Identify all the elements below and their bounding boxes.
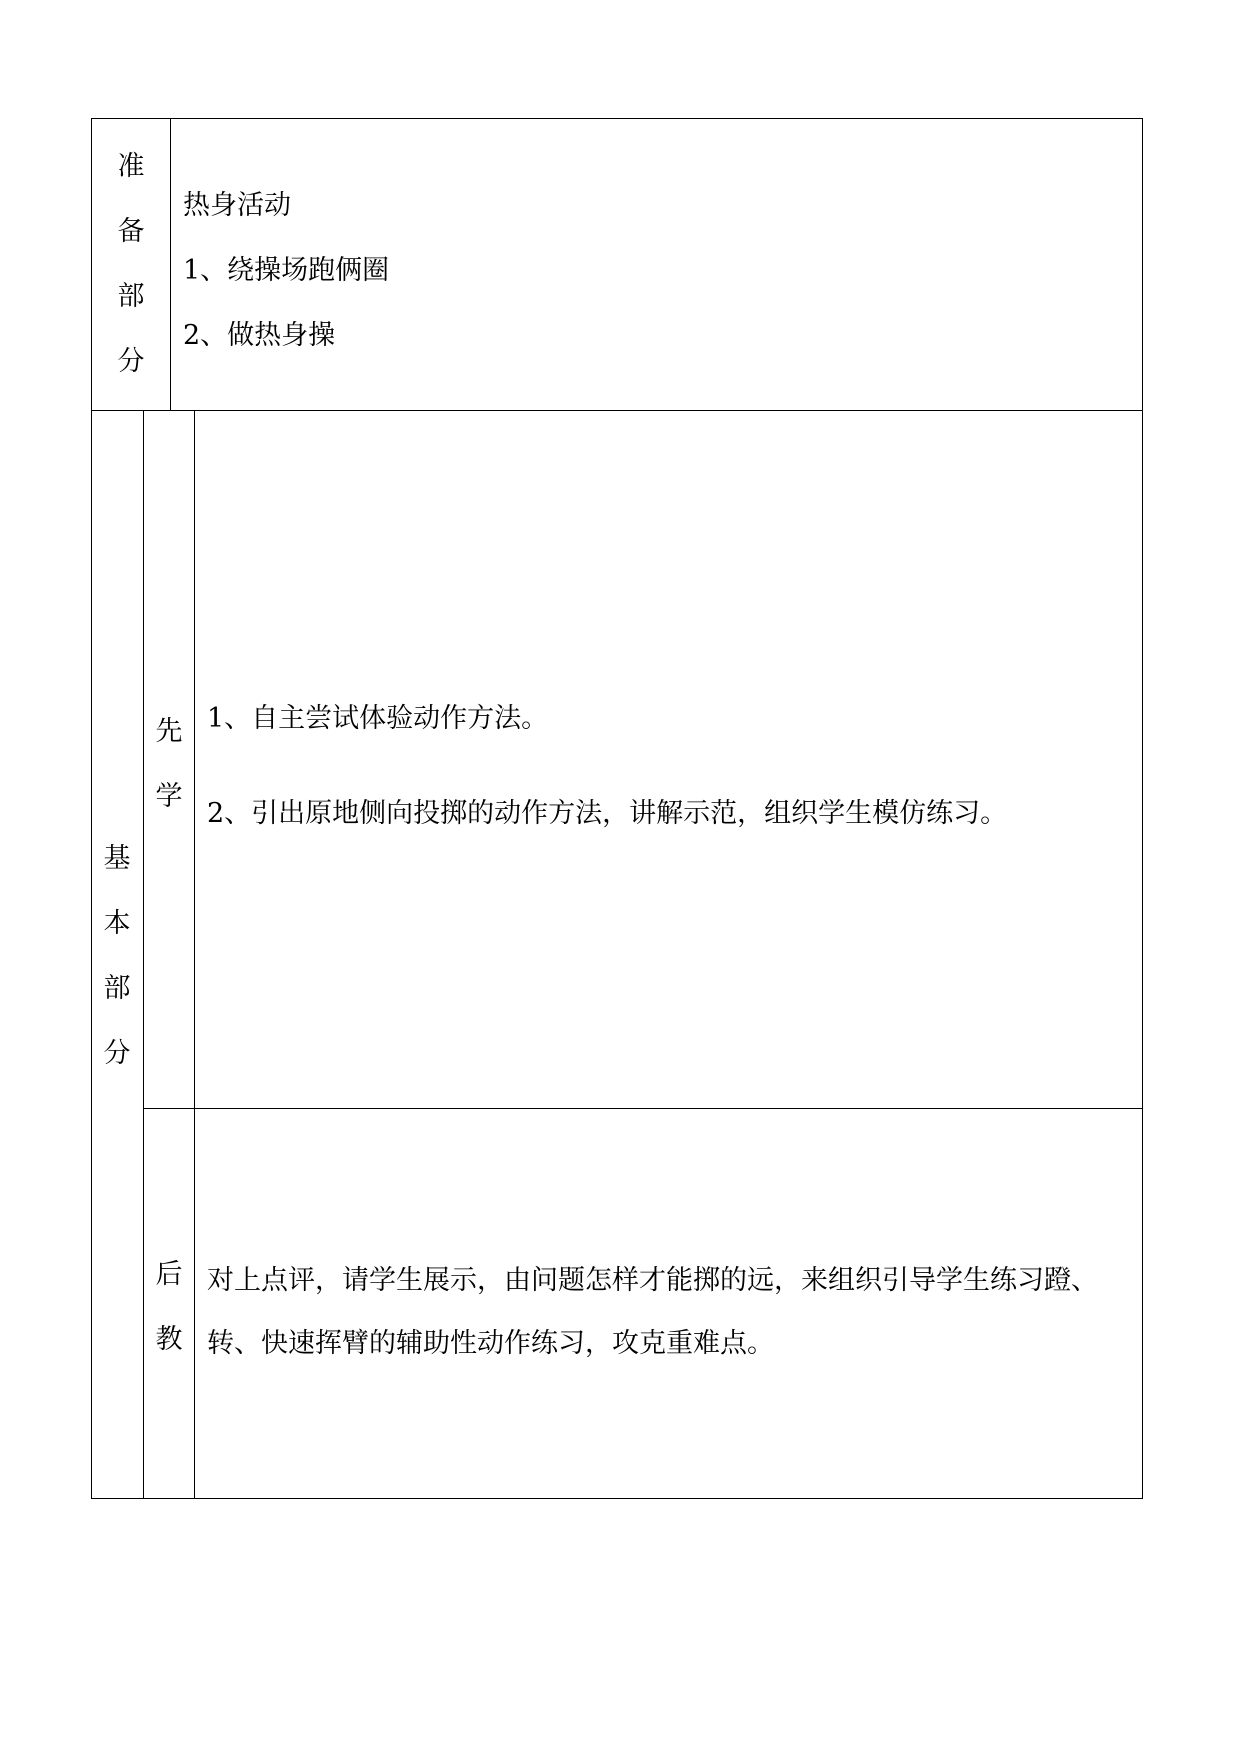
prep-label-char: 准 [117,151,145,182]
basic-label-char: 分 [103,1038,131,1069]
first-learn-after-teach-divider [144,1108,1143,1109]
basic-label-char: 部 [103,973,131,1004]
first-learn-item: 2、引出原地侧向投掷的动作方法，讲解示范，组织学生模仿练习。 [207,798,1008,829]
prep-section-divider [91,410,1143,411]
prep-label-divider [170,118,171,411]
prep-label-char: 备 [117,216,145,247]
after-teach-label-char: 教 [155,1324,183,1355]
prep-item: 1、绕操场跑俩圈 [183,255,390,286]
first-learn-label-char: 先 [155,716,183,747]
first-learn-item: 1、自主尝试体验动作方法。 [207,703,549,734]
first-learn-label [149,699,189,829]
prep-title: 热身活动 [183,190,291,221]
table-bottom-border [91,1498,1143,1499]
basic-label-char: 本 [103,908,131,939]
table-top-border [91,118,1143,119]
after-teach-line: 对上点评，请学生展示，由问题怎样才能掷的远，来组织引导学生练习蹬、 [207,1265,1098,1296]
prep-label-char: 分 [117,346,145,377]
sub-label-divider [194,410,195,1499]
after-teach-line: 转、快速挥臂的辅助性动作练习，攻克重难点。 [207,1328,774,1359]
first-learn-label-char: 学 [155,781,183,812]
basic-label-char: 基 [103,843,131,874]
table-right-border [1142,118,1143,1499]
basic-section-label [97,826,137,1086]
prep-item: 2、做热身操 [183,320,336,351]
basic-label-divider [143,410,144,1499]
prep-section-label [111,134,151,394]
after-teach-label [149,1242,189,1372]
prep-label-char: 部 [117,281,145,312]
table-left-border [91,118,92,1499]
after-teach-label-char: 后 [155,1259,183,1290]
